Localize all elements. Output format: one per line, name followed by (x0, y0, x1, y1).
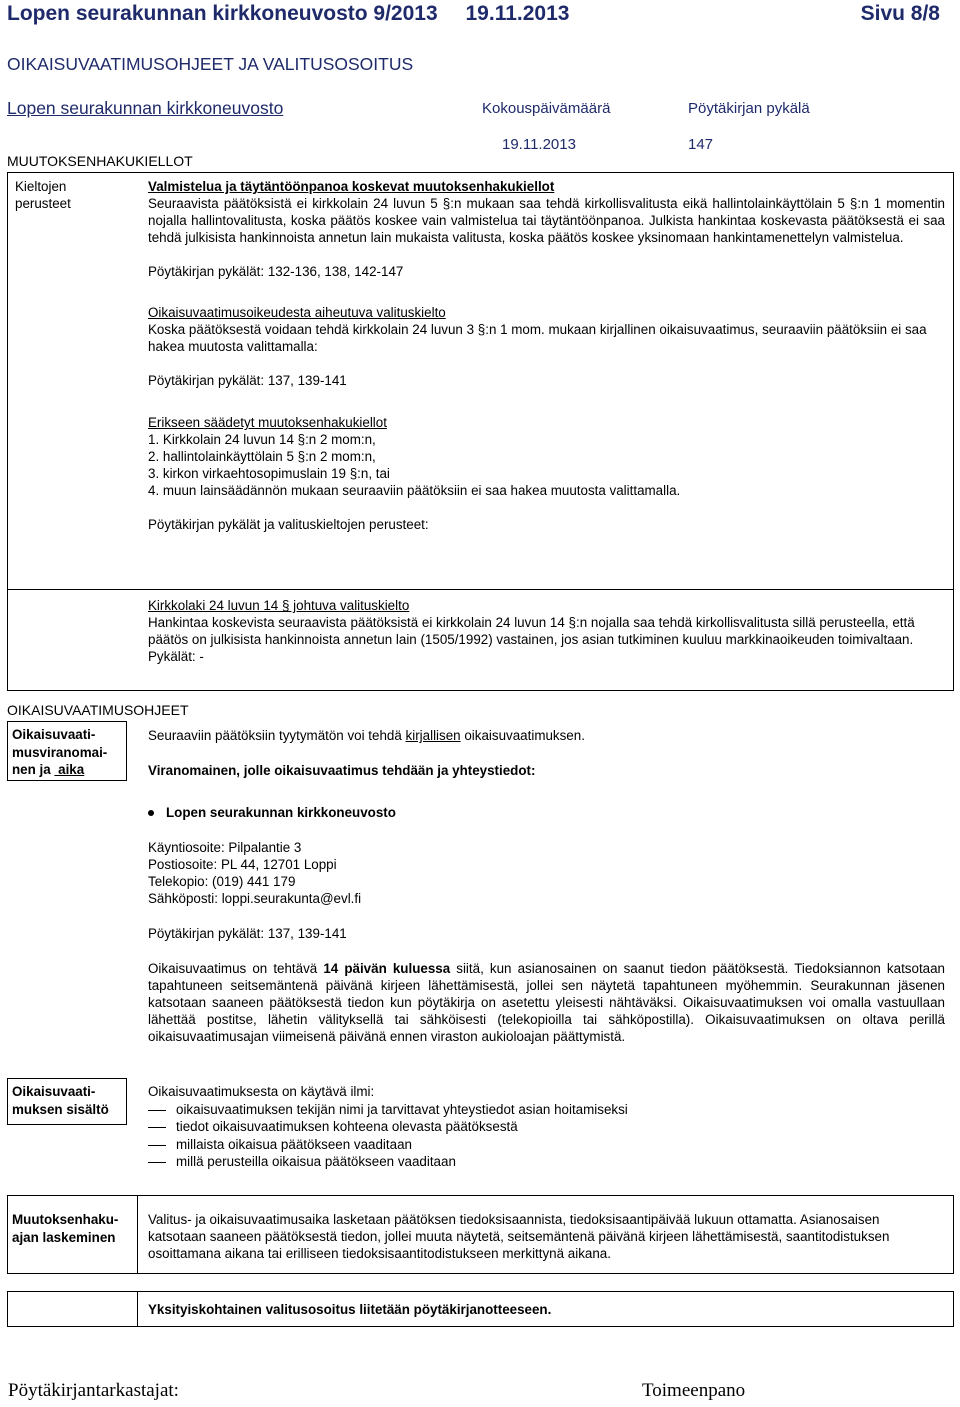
p2-text: Koska päätöksestä voidaan tehdä kirkkolain 24 luvun 3 §:n 1 mom. mukaan kirjallinen oikaisuvaatimus, seuraaviin päätöksiin ei saa hakea muutosta valittamalla: (148, 322, 927, 354)
section-value: 147 (688, 136, 714, 153)
p3-item: 2. hallintolainkäyttölain 5 §:n 2 mom:n, (148, 449, 376, 464)
deadline-text (148, 960, 945, 1045)
side-label-line: musviranomai- (12, 744, 108, 760)
detail-note: Yksityiskohtainen valitusosoitus liitetään pöytäkirjanotteeseen. (148, 1302, 552, 1317)
appeal-time-text: Valitus- ja oikaisuvaatimusaika lasketaan päätöksen tiedoksisaannista, tiedoksisaantipäivää lukuun ottamatta. Asianosaisen katsotaan saaneen päätöksestä tiedon, jollei muuta näytetä, seitsemäntenä päivänä kirjeen lähettämisestä, saantitodistuksen osoittamana aikana tai erilliseen tiedoksisaantitodistukseen merkittynä aikana. (148, 1212, 890, 1261)
p3-title: Erikseen säädetyt muutoksenhakukiellot (148, 415, 387, 430)
side-label-line: Oikaisuvaati- (12, 1084, 96, 1099)
contact-post: Postiosoite: PL 44, 12701 Loppi (148, 857, 337, 872)
organ-name: Lopen seurakunnan kirkkoneuvosto (7, 98, 284, 118)
authority-title: Viranomainen, jolle oikaisuvaatimus tehdään ja yhteystiedot: (148, 763, 536, 778)
header-org: Lopen seurakunnan kirkkoneuvosto 9/2013 (7, 2, 438, 25)
date-label: Kokouspäivämäärä (482, 100, 611, 117)
claims-intro-prefix: Seuraaviin päätöksiin tyytymätön voi tehdä (148, 728, 406, 743)
content-side-label (12, 1083, 122, 1118)
claims-intro (148, 727, 945, 744)
contact-block (148, 839, 945, 907)
deadline-bold: 14 päivän kuluessa (323, 961, 451, 976)
p2-title: Oikaisuvaatimusoikeudesta aiheutuva valituskielto (148, 305, 446, 320)
list-item: oikaisuvaatimuksen tekijän nimi ja tarvittavat yhteystiedot asian hoitamiseksi (148, 1101, 945, 1119)
content-body (148, 1083, 945, 1171)
detail-note-divider (137, 1291, 138, 1327)
claims-sections: Pöytäkirjan pykälät: 137, 139-141 (148, 926, 347, 941)
side-label-line: nen ja aika (12, 762, 85, 777)
date-value: 19.11.2013 (502, 136, 576, 153)
footer-right: Toimeenpano (642, 1380, 746, 1401)
contact-email: Sähköposti: loppi.seurakunta@evl.fi (148, 891, 362, 906)
p3-sections: Pöytäkirjan pykälät ja valituskieltojen perusteet: (148, 517, 429, 532)
appeal-time-divider (137, 1195, 138, 1274)
authority-name-row (148, 804, 945, 821)
p3-item: 1. Kirkkolain 24 luvun 14 §:n 2 mom:n, (148, 432, 376, 447)
p1-sections: Pöytäkirjan pykälät: 132-136, 138, 142-147 (148, 264, 404, 279)
list-item: millaista oikaisua päätökseen vaaditaan (148, 1136, 945, 1154)
page-number: Sivu 8/8 (860, 2, 940, 25)
kirkkolaki-body (148, 597, 945, 665)
claims-intro-link: kirjallisen (405, 728, 461, 743)
section-label: Pöytäkirjan pykälä (688, 100, 810, 117)
deadline-prefix: Oikaisuvaatimus on tehtävä (148, 961, 324, 976)
side-label-line: Oikaisuvaati- (12, 727, 96, 742)
list-item: tiedot oikaisuvaatimuksen kohteena olevasta päätöksestä (148, 1118, 945, 1136)
p2-sections: Pöytäkirjan pykälät: 137, 139-141 (148, 373, 347, 388)
header-title (7, 2, 569, 26)
p1-title: Valmistelua ja täytäntöönpanoa koskevat muutoksenhakukiellot (148, 179, 555, 194)
appeal-time-side-label (12, 1211, 134, 1246)
authority-name: Lopen seurakunnan kirkkoneuvosto (166, 805, 396, 820)
kirkkolaki-title: Kirkkolaki 24 luvun 14 § johtuva valituskielto (148, 598, 410, 613)
list-item: millä perusteilla oikaisua päätökseen vaaditaan (148, 1153, 945, 1171)
claims-body (148, 727, 945, 1045)
content-list (148, 1101, 945, 1171)
deadline-rest: siitä, kun asianosainen on saanut tiedon päätöksestä. Tiedoksiannon katsotaan tapahtuneen seitsemäntenä päivänä kirjeen lähettämisestä, jollei sen näytetä tapahtuneen myöhemmin. Seurakunnan jäsenen katsotaan saaneen päätöksestä tiedon kun pöytäkirja on asetettu yleisesti nähtäväksi. Oikaisuvaatimuksen voi omalla vastuullaan lähettää postitse, lähetin välityksellä tai sähköisesti (telekopioilla tai sähköpostilla). Oikaisuvaatimuksen on oltava perillä oikaisuvaatimusajan viimeisenä päivänä ennen viraston aukioloajan päättymistä. (148, 961, 946, 1044)
p1-text: Seuraavista päätöksistä ei kirkkolain 24 luvun 5 §:n mukaan saa tehdä kirkollisvalitusta eikä hallintolainkäyttölain 5 §:n 1 momentin nojalla hallintovalitusta, koska päätös koskee vain valmistelua tai täytäntöönpanoa. Julkista hankintaa koskevasta päätöksestä ei saa tehdä julkisista hankinnoista annetun lain mukaista valitusta, koska päätös koskee yksinomaan hankintamenettelyn valmistelua. (148, 196, 945, 245)
restrictions-body (148, 178, 945, 533)
side-label-text: Kieltojen perusteet (15, 179, 71, 211)
side-label-line: muksen sisältö (12, 1101, 109, 1117)
bullet-icon (148, 810, 154, 816)
restrictions-side-label (15, 178, 135, 212)
footer-left: Pöytäkirjantarkastajat: (8, 1380, 179, 1401)
side-label-line: ajan laskeminen (12, 1229, 116, 1245)
claims-side-label (12, 726, 122, 779)
main-title: OIKAISUVAATIMUSOHJEET JA VALITUSOSOITUS (7, 54, 414, 74)
claims-intro-suffix: oikaisuvaatimuksen. (460, 728, 585, 743)
p3-item: 3. kirkon virkaehtosopimuslain 19 §:n, tai (148, 466, 390, 481)
side-label-line: Muutoksenhaku- (12, 1212, 119, 1227)
contact-fax: Telekopio: (019) 441 179 (148, 874, 296, 889)
header-date: 19.11.2013 (465, 2, 570, 25)
contact-visit: Käyntiosoite: Pilpalantie 3 (148, 840, 302, 855)
kirkkolaki-text: Hankintaa koskevista seuraavista päätöksistä ei kirkkolain 24 luvun 14 §:n nojalla saa tehdä kirkollisvalitusta sillä perusteella, että päätös on julkisista hankinnoista annetun lain (1505/1992) vastainen, jos asian tutkiminen kuuluu markkinaoikeuden toimivaltaan. (148, 615, 915, 647)
content-intro: Oikaisuvaatimuksesta on käytävä ilmi: (148, 1084, 375, 1099)
kirkkolaki-sections: Pykälät: - (148, 649, 204, 664)
claims-heading: OIKAISUVAATIMUSOHJEET (7, 702, 189, 718)
restrictions-heading: MUUTOKSENHAKUKIELLOT (7, 153, 193, 169)
p3-item: 4. muun lainsäädännön mukaan seuraaviin päätöksiin ei saa hakea muutosta valittamalla. (148, 483, 681, 498)
